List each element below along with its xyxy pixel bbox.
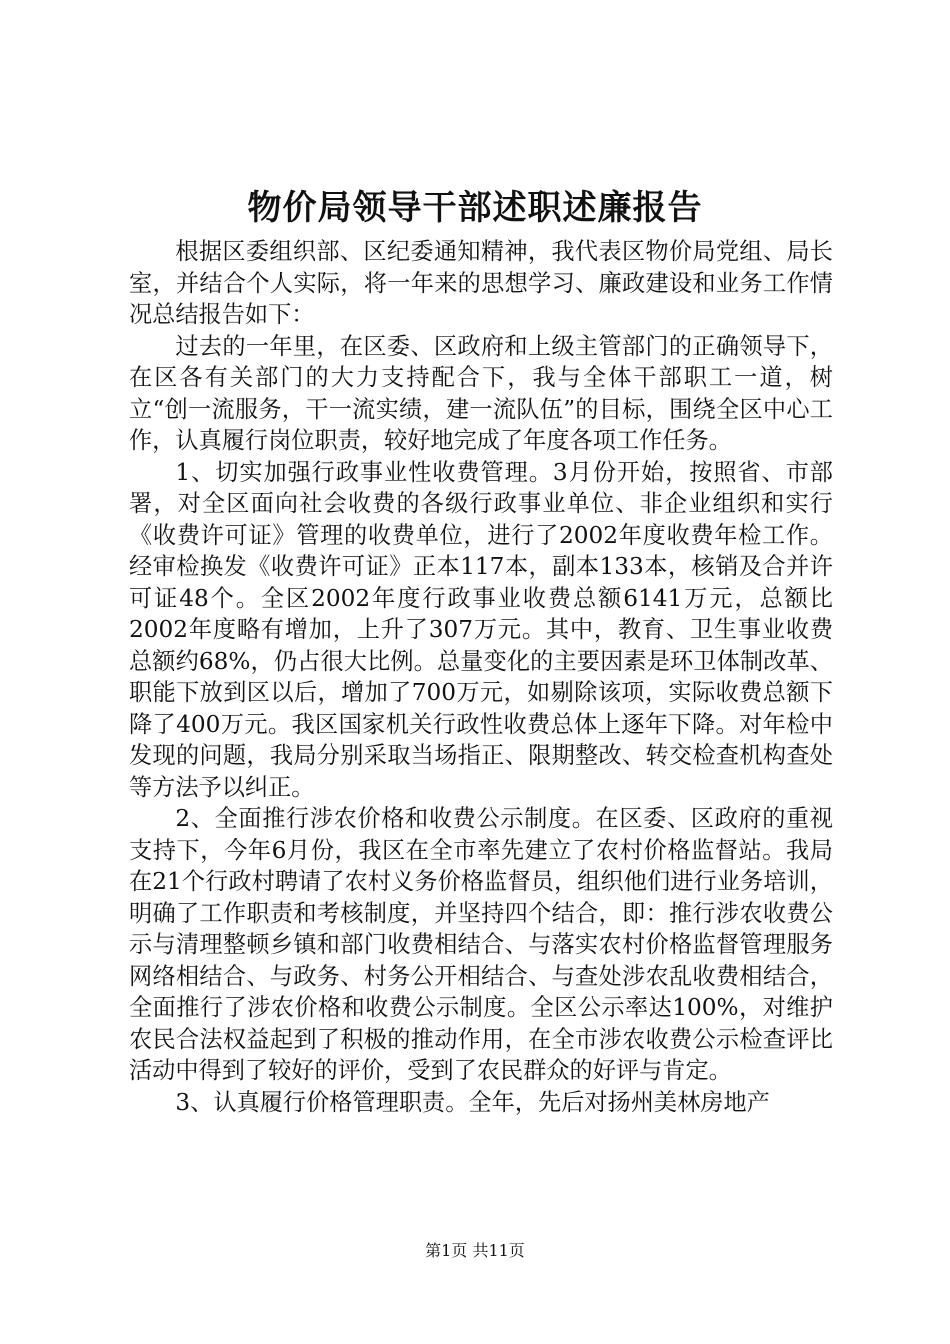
paragraph-item-3: 3、认真履行价格管理职责。全年，先后对扬州美林房地产 (175, 1088, 770, 1116)
paragraph-item-1: 1、切实加强行政事业性收费管理。3月份开始，按照省、市部署，对全区面向社会收费的各级行政事业单位、非企业组织和实行《收费许可证》管理的收费单位，进行了2002年度收费年检工作。经审检换发《收费许可证》正本117本，副本133本，核销及合并许可证48个。全区2002年度行政事业收费总额6141万元，总额比2002年度略有增加，上升了307万元。其中，教育、卫生事业收费总额约68%，仍占很大比例。总量变化的主要因素是环卫体制改革、职能下放到区以后，增加了700万元，如剔除该项，实际收费总额下降了400万元。我区国家机关行政性收费总体上逐年下降。对年检中发现的问题，我局分别采取当场指正、限期整改、转交检查机构查处等方法予以纠正。 (129, 458, 833, 801)
paragraph-intro: 根据区委组织部、区纪委通知精神，我代表区物价局党组、局长室，并结合个人实际，将一年来的思想学习、廉政建设和业务工作情况总结报告如下： (129, 238, 833, 328)
document-title: 物价局领导干部述职述廉报告 (247, 188, 703, 228)
page-footer: 第1页 共11页 (425, 1241, 525, 1260)
paragraph-item-2: 2、全面推行涉农价格和收费公示制度。在区委、区政府的重视支持下，今年6月份，我区在全市率先建立了农村价格监督站。我局在21个行政村聘请了农村义务价格监督员，组织他们进行业务培训，明确了工作职责和考核制度，并坚持四个结合，即：推行涉农收费公示与清理整顿乡镇和部门收费相结合、与落实农村价格监督管理服务网络相结合、与政务、村务公开相结合、与查处涉农乱收费相结合，全面推行了涉农价格和收费公示制度。全区公示率达100%，对维护农民合法权益起到了积极的推动作用，在全市涉农收费公示检查评比活动中得到了较好的评价，受到了农民群众的好评与肯定。 (129, 805, 833, 1084)
document-body (129, 236, 833, 1118)
paragraph-overview: 过去的一年里，在区委、区政府和上级主管部门的正确领导下，在区各有关部门的大力支持配合下，我与全体干部职工一道，树立“创一流服务，干一流实绩，建一流队伍”的目标，围绕全区中心工作，认真履行岗位职责，较好地完成了年度各项工作任务。 (129, 332, 833, 454)
